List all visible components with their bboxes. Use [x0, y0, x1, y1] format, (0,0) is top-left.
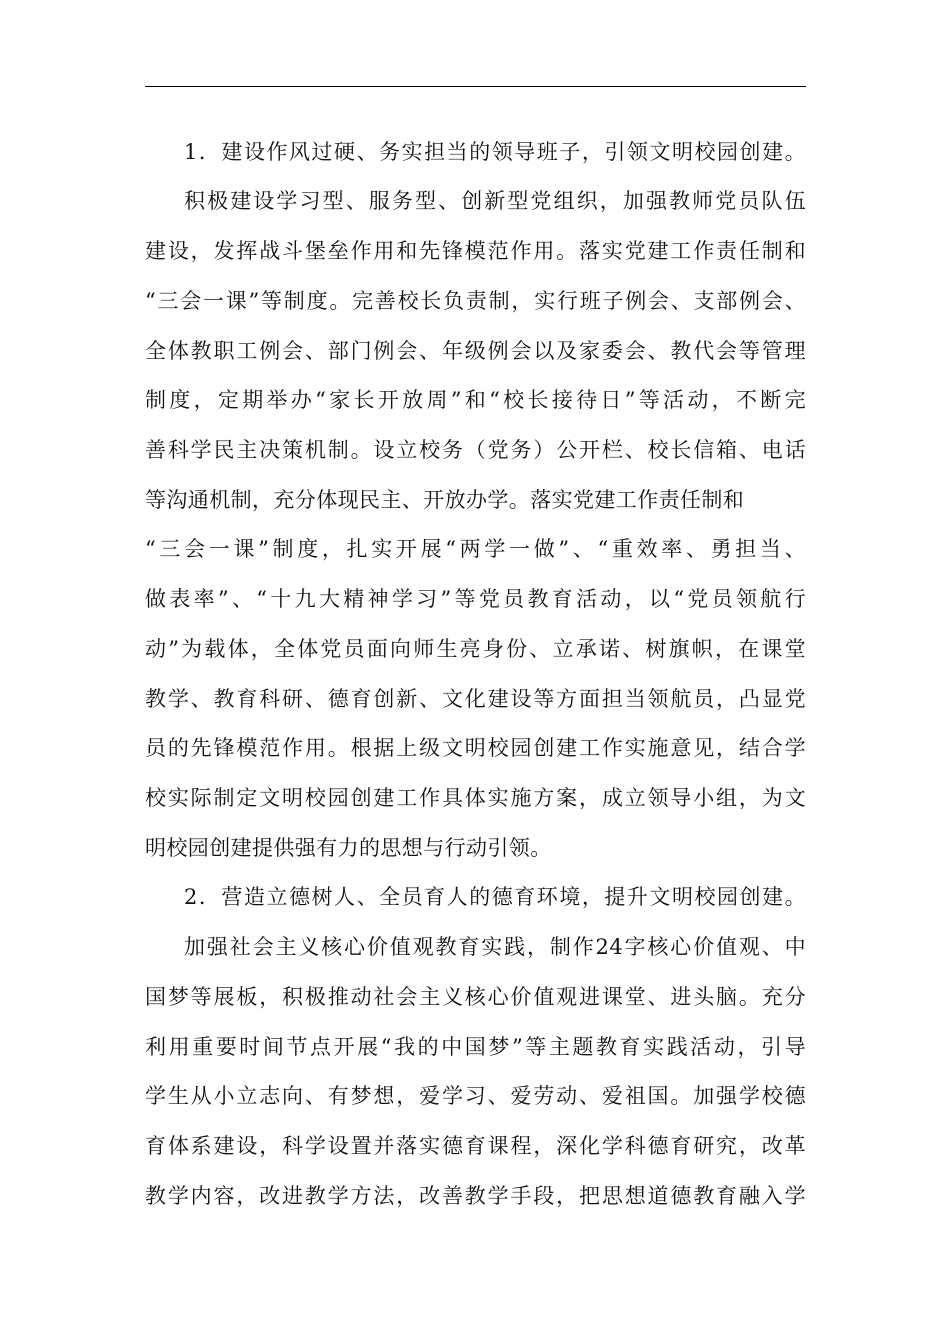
paragraph-line: “三会一课”制度，扎实开展“两学一做”、“重效率、勇担当、 — [145, 537, 806, 561]
paragraph-line: 明校园创建提供强有力的思想与行动引领。 — [145, 836, 552, 860]
heading-line-1: 1．建设作风过硬、务实担当的领导班子，引领文明校园创建。 — [184, 140, 806, 164]
paragraph-line: 加强社会主义核心价值观教育实践，制作24字核心价值观、中 — [184, 935, 806, 959]
paragraph-line: 育体系建设，科学设置并落实德育课程，深化学科德育研究，改革 — [145, 1134, 806, 1158]
paragraph-line: 善科学民主决策机制。设立校务（党务）公开栏、校长信箱、电话 — [145, 438, 806, 462]
paragraph-line: 教学内容，改进教学方法，改善教学手段，把思想道德教育融入学 — [145, 1184, 806, 1208]
paragraph-line: 做表率”、“十九大精神学习”等党员教育活动，以“党员领航行 — [145, 587, 806, 611]
paragraph-line: 校实际制定文明校园创建工作具体实施方案，成立领导小组，为文 — [145, 786, 806, 810]
paragraph-line: 制度，定期举办“家长开放周”和“校长接待日”等活动，不断完 — [145, 388, 806, 412]
paragraph-line: “三会一课”等制度。完善校长负责制，实行班子例会、支部例会、 — [145, 289, 806, 313]
paragraph-line: 国梦等展板，积极推动社会主义核心价值观进课堂、进头脑。充分 — [145, 985, 806, 1009]
paragraph-line: 利用重要时间节点开展“我的中国梦”等主题教育实践活动，引导 — [145, 1035, 806, 1059]
paragraph-line: 学生从小立志向、有梦想，爱学习、爱劳动、爱祖国。加强学校德 — [145, 1084, 806, 1108]
heading-line-2: 2．营造立德树人、全员育人的德育环境，提升文明校园创建。 — [184, 885, 806, 909]
paragraph-line: 积极建设学习型、服务型、创新型党组织，加强教师党员队伍 — [184, 189, 806, 213]
paragraph-line: 动”为载体，全体党员面向师生亮身份、立承诺、树旗帜，在课堂 — [145, 637, 806, 661]
paragraph-line: 员的先锋模范作用。根据上级文明校园创建工作实施意见，结合学 — [145, 736, 806, 760]
paragraph-line: 教学、教育科研、德育创新、文化建设等方面担当领航员，凸显党 — [145, 687, 806, 711]
paragraph-line: 全体教职工例会、部门例会、年级例会以及家委会、教代会等管理 — [145, 339, 806, 363]
paragraph-line: 建设，发挥战斗堡垒作用和先锋模范作用。落实党建工作责任制和 — [145, 239, 806, 263]
header-rule — [145, 86, 806, 87]
paragraph-line: 等沟通机制，充分体现民主、开放办学。落实党建工作责任制和 — [145, 488, 745, 512]
